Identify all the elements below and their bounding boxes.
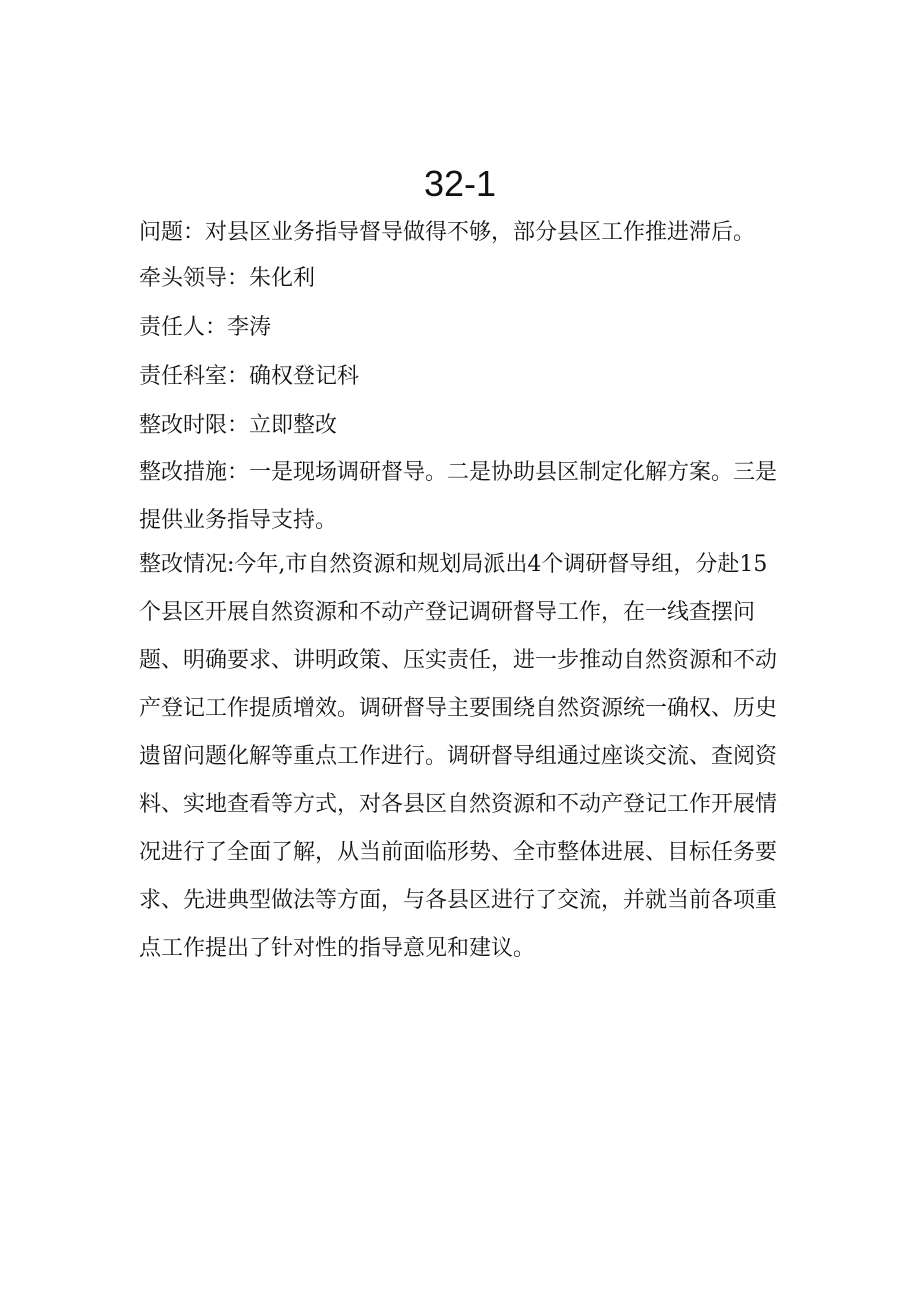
document-body: [139, 218, 779, 973]
measures-paragraph: 整改措施：一是现场调研督导。二是协助县区制定化解方案。三是提供业务指导支持。: [139, 460, 778, 533]
responsible-office-line: 责任科室：确权登记科: [139, 364, 360, 389]
responsible-person-line: 责任人：李涛: [139, 315, 272, 340]
deadline-line: 整改时限：立即整改: [139, 413, 338, 438]
lead-leader-line: 牵头领导：朱化利: [139, 266, 316, 291]
status-paragraph: 整改情况:今年,市自然资源和规划局派出4个调研督导组，分赴15个县区开展自然资源和不动产登记调研督导工作，在一线查摆问题、明确要求、讲明政策、压实责任，进一步推动自然资源和不动产登记工作提质增效。调研督导主要围绕自然资源统一确权、历史遗留问题化解等重点工作进行。调研督导组通过座谈交流、查阅资料、实地查看等方式，对各县区自然资源和不动产登记工作开展情况进行了全面了解，从当前面临形势、全市整体进展、目标任务要求、先进典型做法等方面，与各县区进行了交流，并就当前各项重点工作提出了针对性的指导意见和建议。: [139, 552, 778, 961]
document-title: 32-1: [423, 163, 497, 204]
issue-paragraph: 问题：对县区业务指导督导做得不够，部分县区工作推进滞后。: [139, 220, 756, 245]
